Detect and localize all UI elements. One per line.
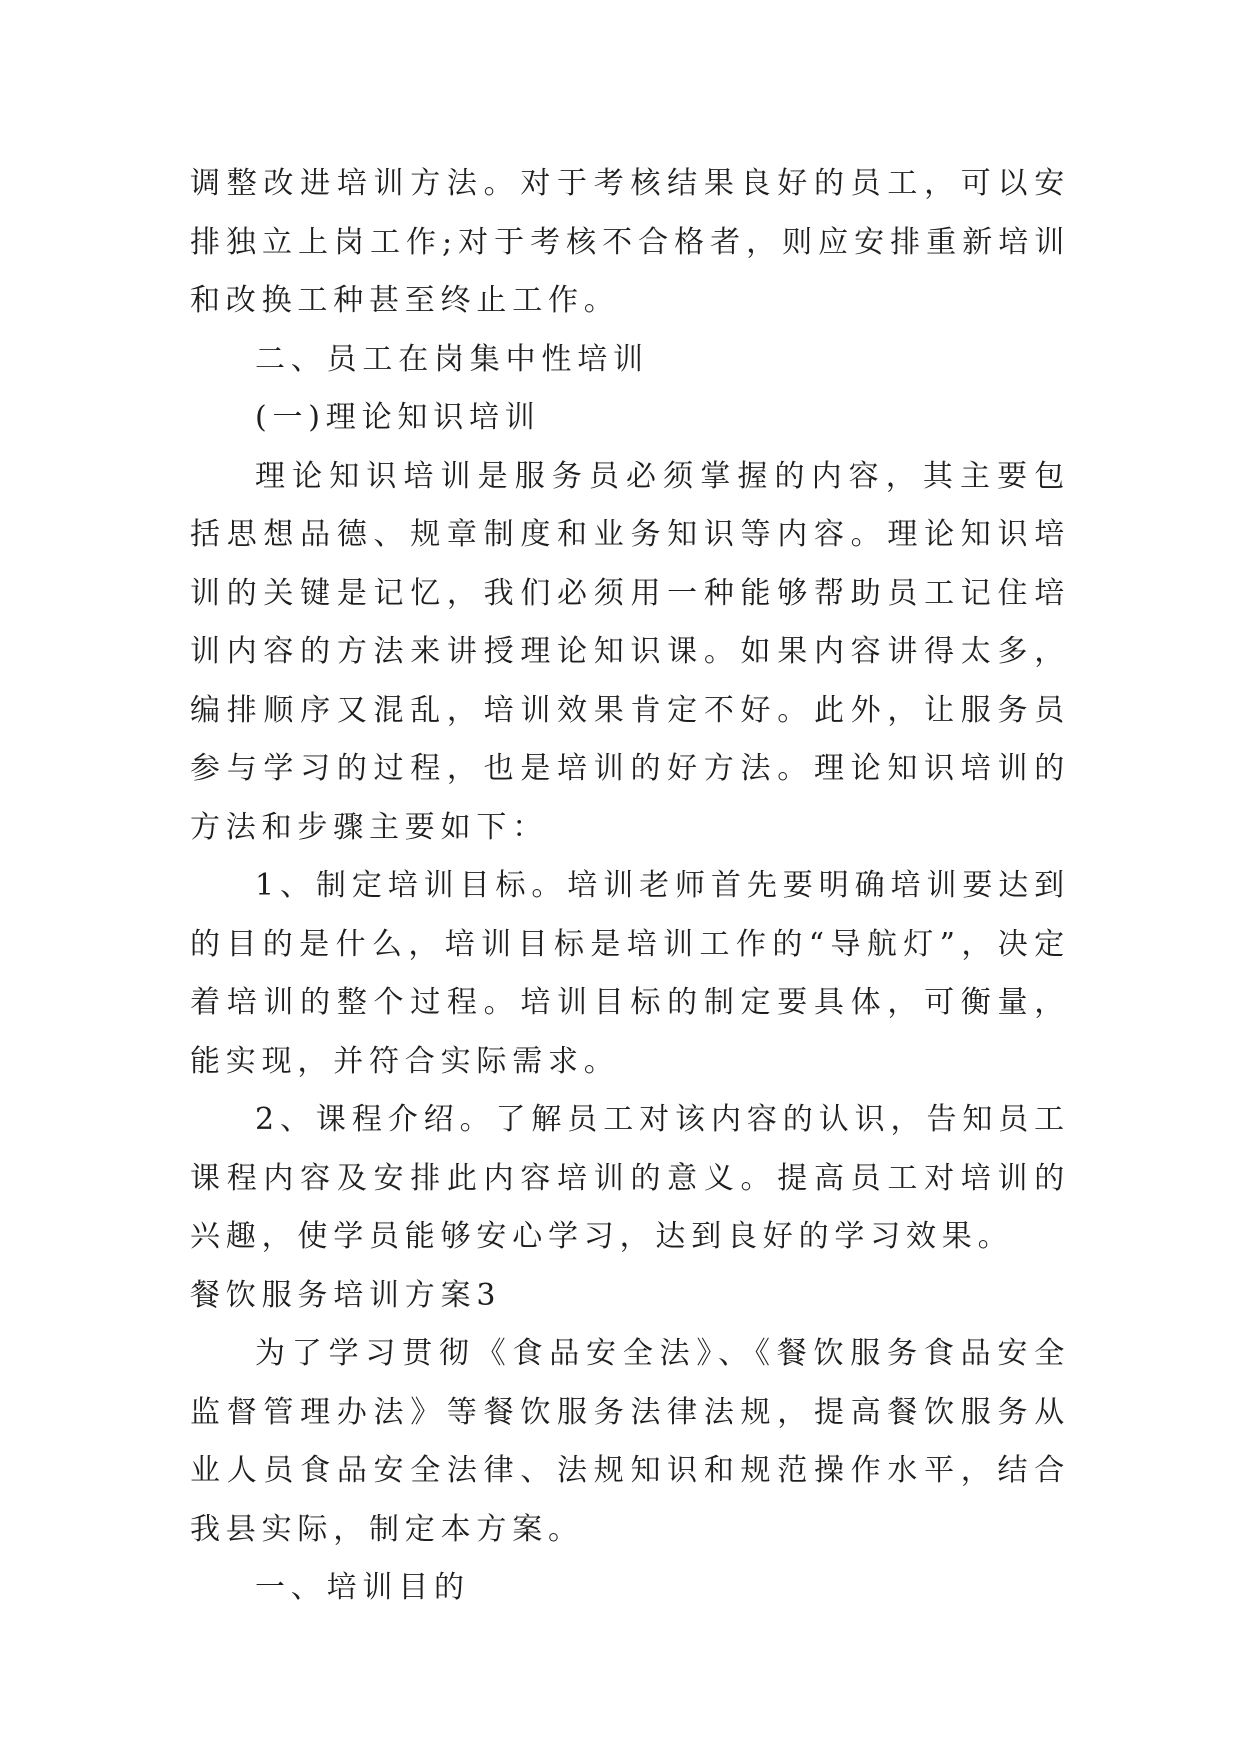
section-heading-training-purpose: 一、培训目的: [255, 1570, 470, 1605]
paragraph-assessment-adjustment: 调整改进培训方法。对于考核结果良好的员工，可以安排独立上岗工作;对于考核不合格者，则应安排重新培训和改换工种甚至终止工作。: [190, 166, 1070, 318]
section-heading-onsite-training: 二、员工在岗集中性培训: [255, 341, 649, 377]
paragraph-theory-training: 理论知识培训是服务员必须掌握的内容，其主要包括思想品德、规章制度和业务知识等内容。理论知识培训的关键是记忆，我们必须用一种能够帮助员工记住培训内容的方法来讲授理论知识课。如果内容讲得太多，编排顺序又混乱，培训效果肯定不好。此外，让服务员参与学习的过程，也是培训的好方法。理论知识培训的方法和步骤主要如下：: [190, 458, 1070, 845]
paragraph-step-2-course-intro: 2、课程介绍。了解员工对该内容的认识，告知员工课程内容及安排此内容培训的意义。提高员工对培训的兴趣，使学员能够安心学习，达到良好的学习效果。: [190, 1102, 1070, 1254]
document-title-plan-3: 餐饮服务培训方案3: [190, 1277, 502, 1313]
document-body: [190, 155, 1070, 1618]
paragraph-step-1-goals: 1、制定培训目标。培训老师首先要明确培训要达到的目的是什么，培训目标是培训工作的“导航灯”，决定着培训的整个过程。培训目标的制定要具体，可衡量，能实现，并符合实际需求。: [190, 868, 1070, 1079]
subsection-heading-theory-training: (一)理论知识培训: [255, 400, 541, 435]
paragraph-plan-3-intro: 为了学习贯彻《食品安全法》、《餐饮服务食品安全监督管理办法》等餐饮服务法律法规，提高餐饮服务从业人员食品安全法律、法规知识和规范操作水平，结合我县实际，制定本方案。: [190, 1336, 1070, 1547]
